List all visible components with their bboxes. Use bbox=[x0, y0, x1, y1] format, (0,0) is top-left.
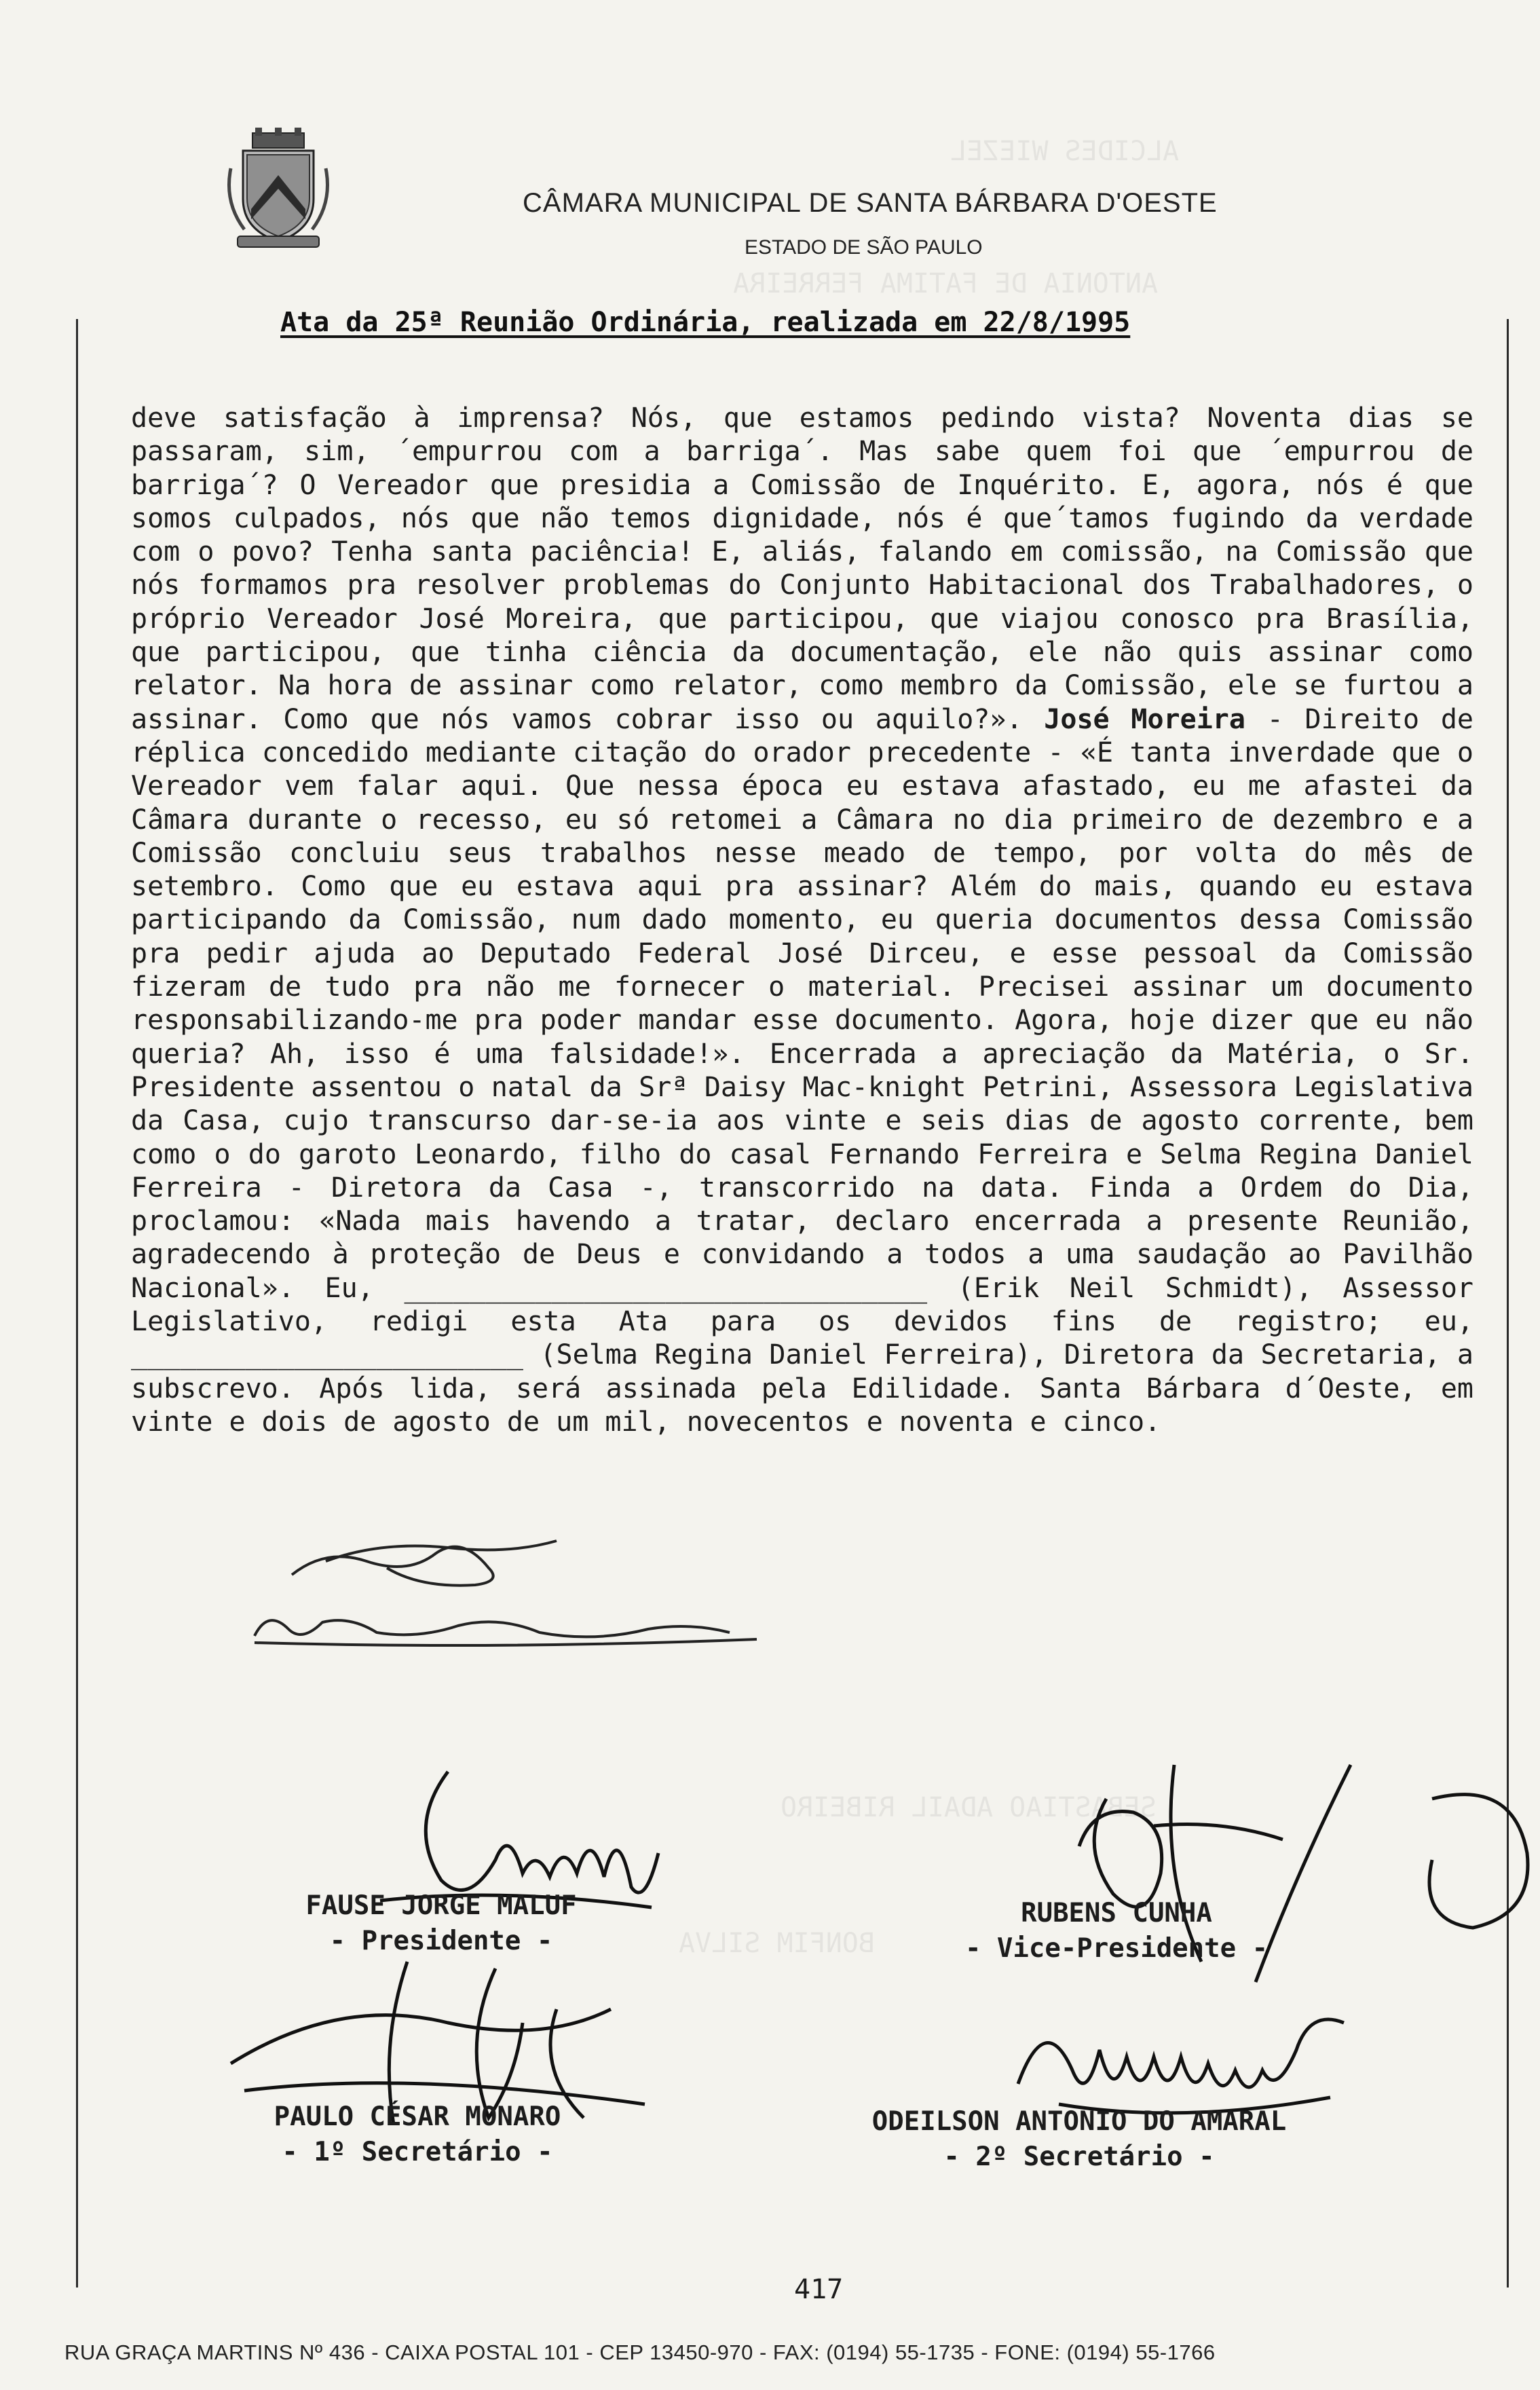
right-margin-rule bbox=[1507, 319, 1509, 2288]
bleed-through-text: SEBASTIAO ADAIL RIBEIRO bbox=[781, 1792, 1157, 1823]
signature-selma-ferreira bbox=[241, 1602, 770, 1656]
speaker-name: José Moreira bbox=[1044, 703, 1245, 735]
signature-block-first-secretary bbox=[217, 2099, 618, 2170]
bleed-through-text: ALCIDES WIEZEL bbox=[950, 136, 1180, 167]
institution-name: CÂMARA MUNICIPAL DE SANTA BÁRBARA D'OESTE bbox=[523, 188, 1218, 218]
coat-of-arms-icon bbox=[224, 128, 333, 253]
signatory-name: FAUSE JORGE MALUF bbox=[305, 1890, 577, 1921]
state-name: ESTADO DE SÃO PAULO bbox=[745, 236, 983, 259]
signatory-name: PAULO CÉSAR MONARO bbox=[274, 2102, 561, 2132]
signature-erik-schmidt bbox=[285, 1520, 570, 1595]
signatory-name: RUBENS CUNHA bbox=[1021, 1898, 1212, 1928]
signatory-name: ODEILSON ANTONIO DO AMARAL bbox=[871, 2106, 1287, 2137]
body-part-1: deve satisfação à imprensa? Nós, que estamos pedindo vista? Noventa dias se passaram, sim, ´empurrou com a barriga´. Mas sabe quem foi que ´empurrou de barriga´? O Vereador que presidia a Comissão de Inquérito. E, agora, nós é que somos culpados, nós que não temos dignidade, nós é que´tamos fugindo da verdade com o povo? Tenha santa paciência! E, aliás, falando em comissão, na Comissão que nós formamos pra resolver problemas do Conjunto Habitacional dos Trabalhadores, o próprio Vereador José Moreira, que participou, que viajou conosco pra Brasília, que participou, que tinha ciência da documentação, ele não quis assinar como relator. Na hora de assinar como relator, como membro da Comissão, ele se furtou a assinar. Como que nós vamos cobrar isso ou aquilo?». bbox=[131, 403, 1473, 735]
signatory-role: - 1º Secretário - bbox=[282, 2137, 553, 2167]
page-number: 417 bbox=[794, 2274, 844, 2305]
left-margin-rule bbox=[76, 319, 78, 2288]
minutes-body bbox=[131, 402, 1473, 1439]
signatory-role: - Presidente - bbox=[329, 1926, 553, 1956]
footer-address: RUA GRAÇA MARTINS Nº 436 - CAIXA POSTAL 101 - CEP 13450-970 - FAX: (0194) 55-1735 - FONE: (0194) 55-1766 bbox=[64, 2340, 1216, 2364]
signature-block-president bbox=[251, 1888, 631, 1959]
bleed-through-text: ANTONIA DE FATIMA FERREIRA bbox=[733, 268, 1159, 299]
signature-block-vice-president bbox=[916, 1896, 1317, 1966]
body-part-2: - Direito de réplica concedido mediante citação do orador precedente - «É tanta inverdade que o Vereador vem falar aqui. Que nessa época eu estava afastado, eu me afastei da Câmara durante o recesso, eu só retomei a Câmara no dia primeiro de dezembro e a Comissão concluiu seus trabalhos nesse meado de tempo, por volta do mês de setembro. Como que eu estava aqui pra assinar? Além do mais, quando eu estava participando da Comissão, num dado momento, eu queria documentos dessa Comissão pra pedir ajuda ao Deputado Federal José Dirceu, e esse pessoal da Comissão fizeram de tudo pra não me fornecer o material. Precisei assinar um documento responsabilizando-me pra poder mandar esse documento. Agora, hoje dizer que eu não queria? Ah, isso é uma falsidade!». Encerrada a apreciação da Matéria, o Sr. Presidente assentou o natal da Srª Daisy Mac-knight Petrini, Assessora Legislativa da Casa, cujo transcurso dar-se-ia aos vinte e seis dias de agosto corrente, bem como o do garoto Leonardo, filho do casal Fernando Ferreira e Selma Regina Daniel Ferreira - Diretora da Casa -, transcorrido na data. Finda a Ordem do Dia, proclamou: «Nada mais havendo a tratar, declaro encerrada a presente Reunião, agradecendo à proteção de Deus e convidando a todos a uma saudação ao Pavilhão Nacional». Eu, ________________________________ (Erik Neil Schmidt), Assessor Legislativo, redigi esta Ata para os devidos fins de registro; eu, ________________________ (Selma Regina Daniel Ferreira), Diretora da Secretaria, a subscrevo. Após lida, será assinada pela Edilidade. Santa Bárbara d´Oeste, em vinte e dois de agosto de um mil, novecentos e noventa e cinco. bbox=[131, 703, 1473, 1438]
minutes-title: Ata da 25ª Reunião Ordinária, realizada em 22/8/1995 bbox=[280, 307, 1131, 338]
signatory-role: - 2º Secretário - bbox=[943, 2142, 1215, 2172]
bleed-through-text: BONFIM SILVA bbox=[679, 1928, 875, 1959]
signatory-role: - Vice-Presidente - bbox=[964, 1933, 1269, 1964]
signature-block-second-secretary bbox=[781, 2104, 1378, 2175]
